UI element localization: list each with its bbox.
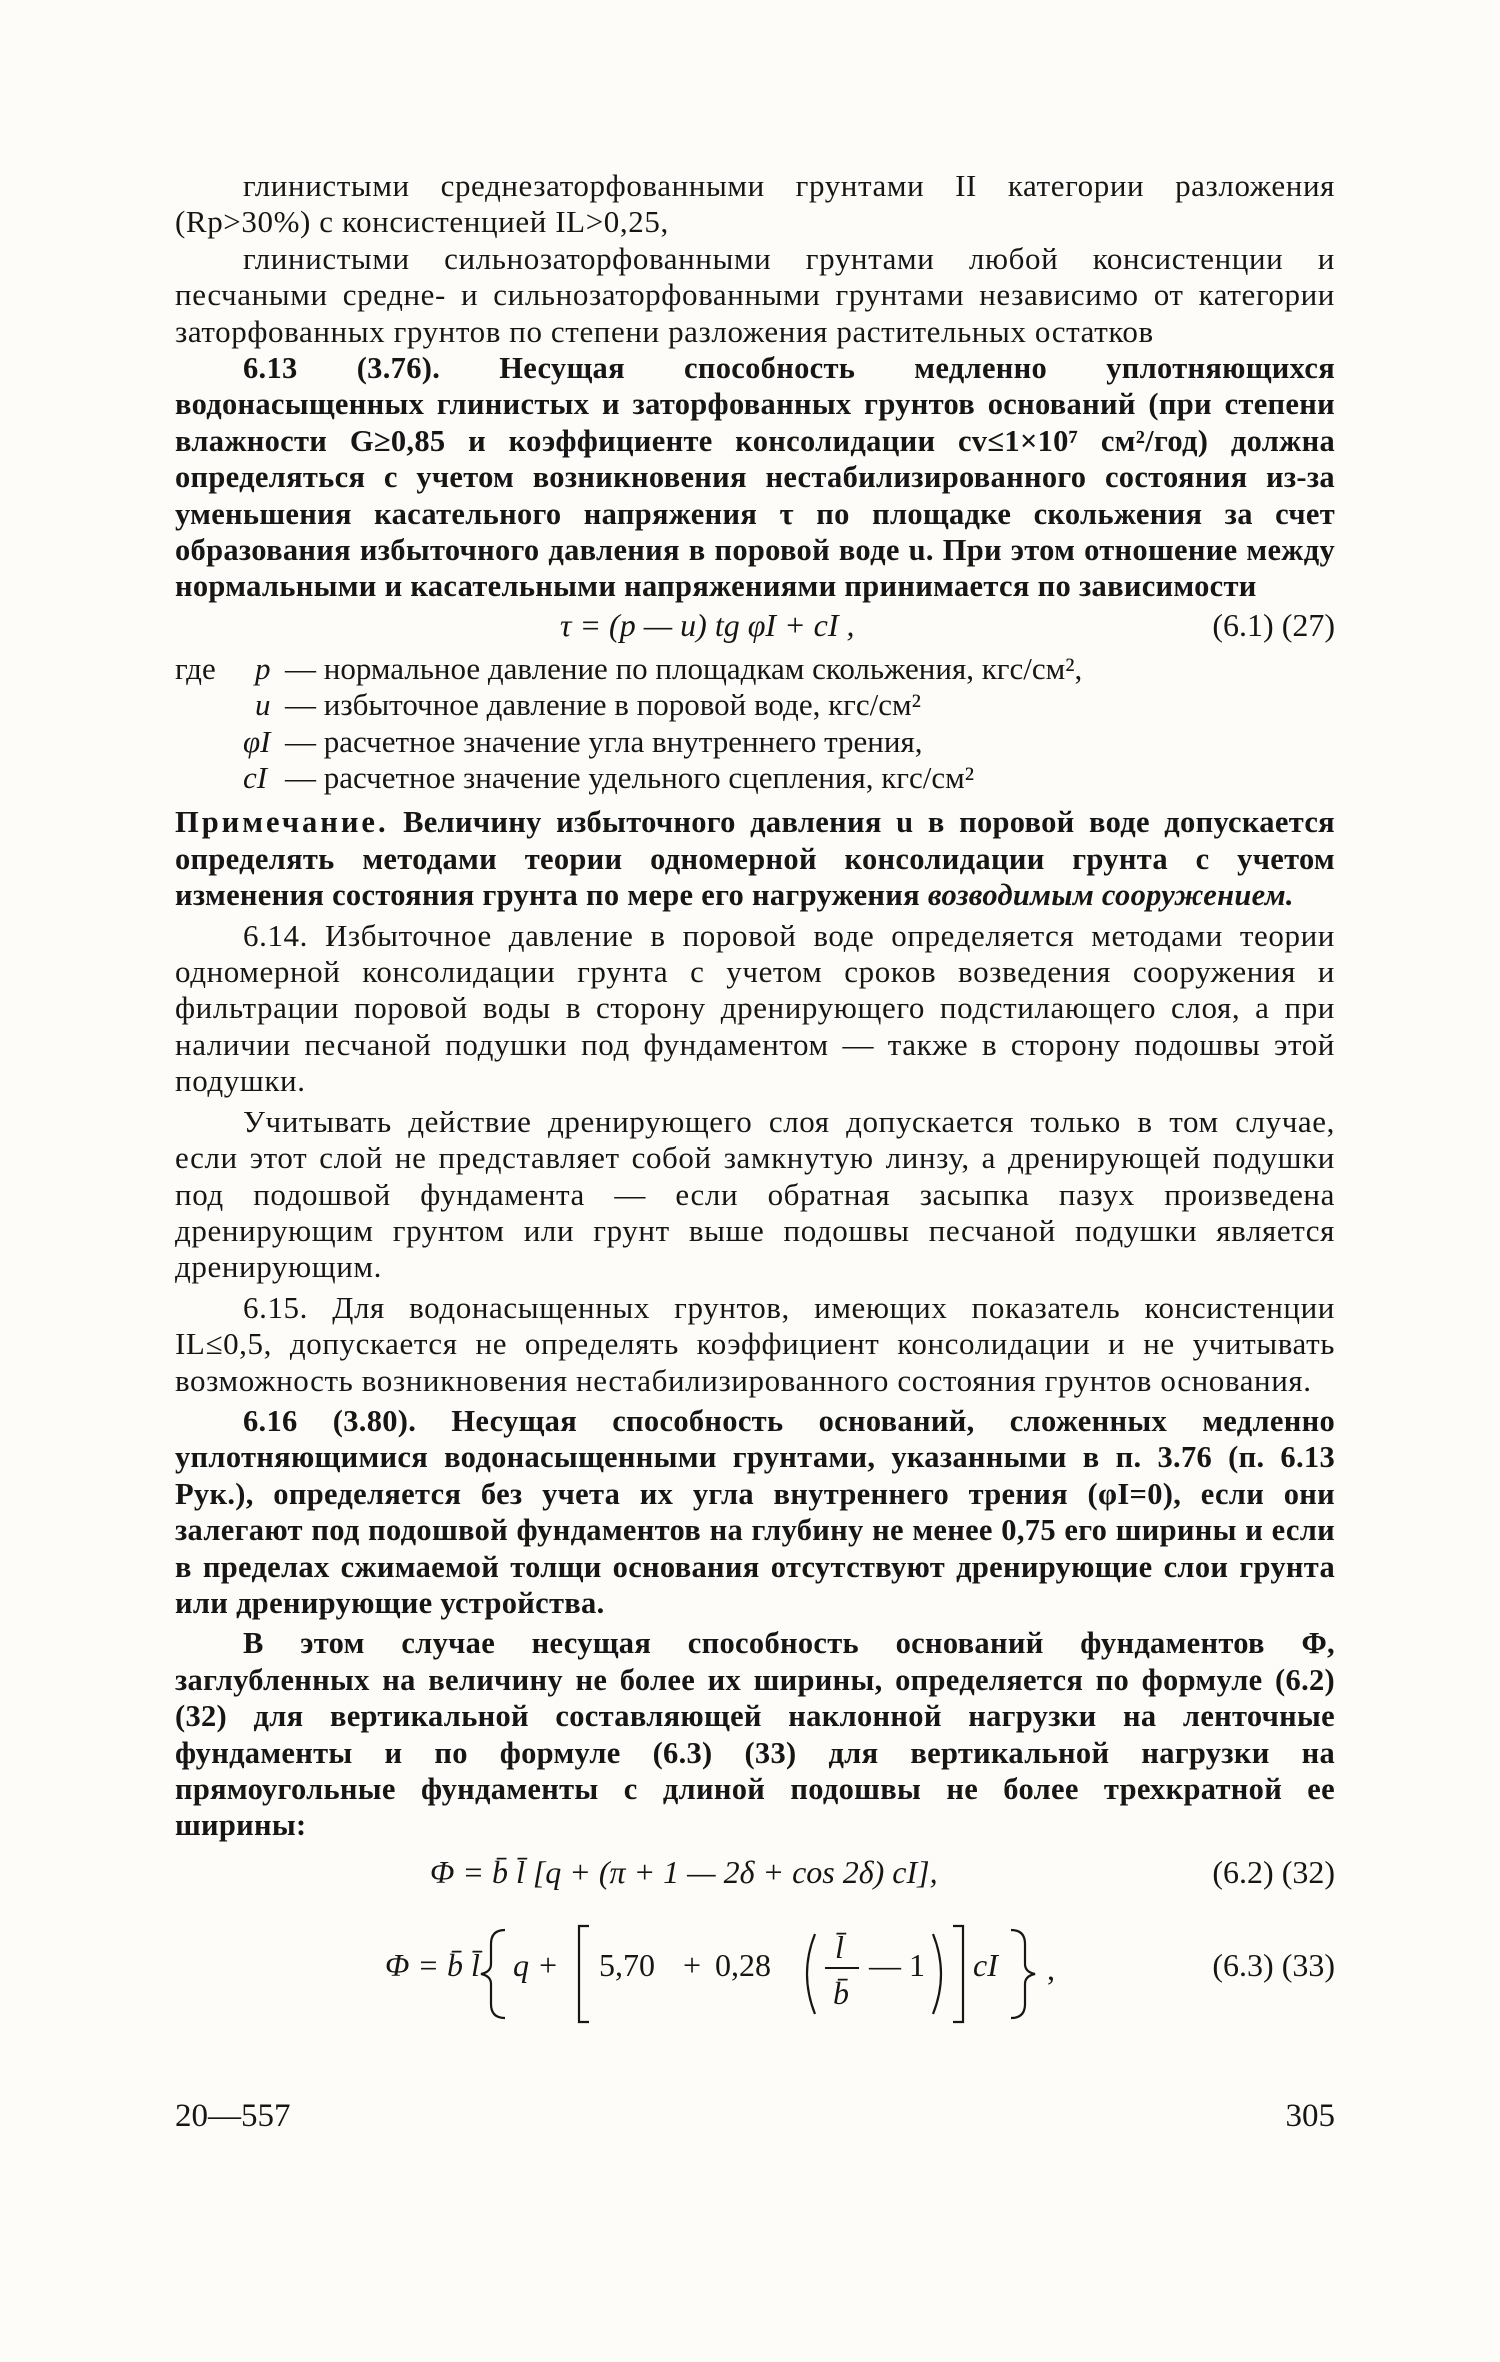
paragraph-clay-category-ii: глинистыми среднезаторфованными грунтами II категории разложения (Rр>30%) с консистенцией IL>0,25, xyxy=(175,168,1335,240)
left-bracket-icon xyxy=(579,1926,589,2022)
equation-6-3-fraction-denominator: b̄ xyxy=(833,1974,849,2011)
paragraph-clay-strongly-peat: глинистыми сильнозаторфованными грунтами любой консистенции и песчаными средне- и сильнозаторфованными грунтами независимо от категории заторфованных грунтов по степени разложения растительных остатков xyxy=(175,240,1335,349)
equation-6-3-coef-b: 0,28 xyxy=(715,1946,771,1983)
paragraph-6-14-cont: Учитывать действие дренирующего слоя допускается только в том случае, если этот слой не представляет собой замкнутую линзу, а дренирующей подушки под подошвой фундамента — если обратная засыпка пазух произведена дренирующим грунтом или грунт выше подошвы песчаной подушки является дренирующим. xyxy=(175,1103,1335,1285)
note-italic: возводимым сооружением. xyxy=(927,878,1294,913)
equation-6-3-lead: Φ = b̄ l̄ xyxy=(385,1946,480,1983)
equation-6-3-minus-one: — 1 xyxy=(869,1946,925,1983)
equation-6-3-q: q + xyxy=(513,1946,559,1983)
paragraph-6-16: 6.16 (3.80). Несущая способность оснований, сложенных медленно уплотняющимися водонасыщенными грунтами, указанными в п. 3.76 (п. 6.13 Рук.), определяется без учета их угла внутреннего трения (φI=0), если они залегают под подошвой фундаментов на глубину не менее 0,75 его ширины и если в пределах сжимаемой толщи основания отсутствуют дренирующие слои грунта или дренирующие устройства. xyxy=(175,1403,1335,1620)
equation-6-1 xyxy=(175,605,1335,649)
definition-phi xyxy=(175,724,1335,760)
equation-6-3 xyxy=(175,1908,1335,2026)
right-bracket-icon xyxy=(953,1926,963,2022)
paragraph-6-14: 6.14. Избыточное давление в поровой воде определяется методами теории одномерной консолидации грунта с учетом сроков возведения сооружения и фильтрации поровой воды в сторону дренирующего подстилающего слоя, а при наличии песчаной подушки под фундаментом — также в сторону подошвы этой подушки. xyxy=(175,917,1335,1099)
definition-p xyxy=(175,651,1335,687)
equation-6-2 xyxy=(175,1844,1335,1904)
left-brace-icon xyxy=(481,1930,505,2018)
page-footer xyxy=(175,2098,1335,2148)
right-paren-icon xyxy=(933,1934,941,2014)
equation-6-3-cI: cI xyxy=(973,1946,998,1983)
paragraph-6-16-cont: В этом случае несущая способность оснований фундаментов Φ, заглубленных на величину не более их ширины, определяется по формуле (6.2) (32) для вертикальной составляющей наклонной нагрузки на ленточные фундаменты и по формуле (6.3) (33) для вертикальной нагрузки на прямоугольные фундаменты с длиной подошвы не более трехкратной ее ширины: xyxy=(175,1626,1335,1843)
definition-symbol: φI xyxy=(243,723,271,759)
right-brace-icon xyxy=(1011,1930,1035,2018)
equation-6-3-plus: + xyxy=(683,1946,702,1983)
where-label: где xyxy=(175,650,216,686)
definitions-list xyxy=(175,651,1335,797)
note-label: Примечание. xyxy=(175,805,389,840)
paragraph-6-15: 6.15. Для водонасыщенных грунтов, имеющих показатель консистенции IL≤0,5, допускается не определять коэффициент консолидации и не учитывать возможность возникновения нестабилизированного состояния грунтов основания. xyxy=(175,1289,1335,1398)
definition-text: — расчетное значение удельного сцепления, кгс/см² xyxy=(285,760,975,796)
definition-text: — нормальное давление по площадкам скольжения, кгс/см², xyxy=(285,650,1083,686)
page-number: 305 xyxy=(1285,2098,1335,2134)
definition-c xyxy=(175,760,1335,796)
signature-mark: 20—557 xyxy=(175,2098,291,2134)
note-paragraph xyxy=(175,804,1335,913)
equation-6-2-number: (6.2) (32) xyxy=(1212,1853,1335,1890)
definition-symbol: cI xyxy=(243,760,268,796)
definition-text: — избыточное давление в поровой воде, кгс/см² xyxy=(285,687,921,723)
equation-6-3-number: (6.3) (33) xyxy=(1212,1946,1335,1983)
equation-6-3-fraction-numerator: l̄ xyxy=(835,1928,844,1965)
definition-text: — расчетное значение угла внутреннего трения, xyxy=(285,723,923,759)
definition-u xyxy=(175,687,1335,723)
text-column xyxy=(175,168,1335,2026)
equation-6-3-figure xyxy=(175,1908,1335,2026)
equation-6-1-number: (6.1) (27) xyxy=(1212,606,1335,643)
equation-6-1-body: τ = (p — u) tg φI + cI , xyxy=(560,606,855,643)
equation-6-2-body: Φ = b̄ l̄ [q + (π + 1 — 2δ + cos 2δ) cI], xyxy=(430,1853,938,1890)
paragraph-6-13: 6.13 (3.76). Несущая способность медленно уплотняющихся водонасыщенных глинистых и заторфованных грунтов оснований (при степени влажности G≥0,85 и коэффициенте консолидации cv≤1×10⁷ см²/год) должна определяться с учетом возникновения нестабилизированного состояния из-за уменьшения касательного напряжения τ по площадке скольжения за счет образования избыточного давления в поровой воде u. При этом отношение между нормальными и касательными напряжениями принимается по зависимости xyxy=(175,351,1335,604)
definition-symbol: u xyxy=(255,687,271,723)
equation-6-3-tail: , xyxy=(1047,1950,1055,1987)
left-paren-icon xyxy=(807,1934,815,2014)
equation-6-3-coef-a: 5,70 xyxy=(599,1946,655,1983)
note-body: Величину избыточного давления u в поровой воде допускается определять методами теории одномерной консолидации грунта с учетом изменения состояния грунта по мере его нагружения xyxy=(175,805,1335,913)
definition-symbol: p xyxy=(255,650,271,686)
